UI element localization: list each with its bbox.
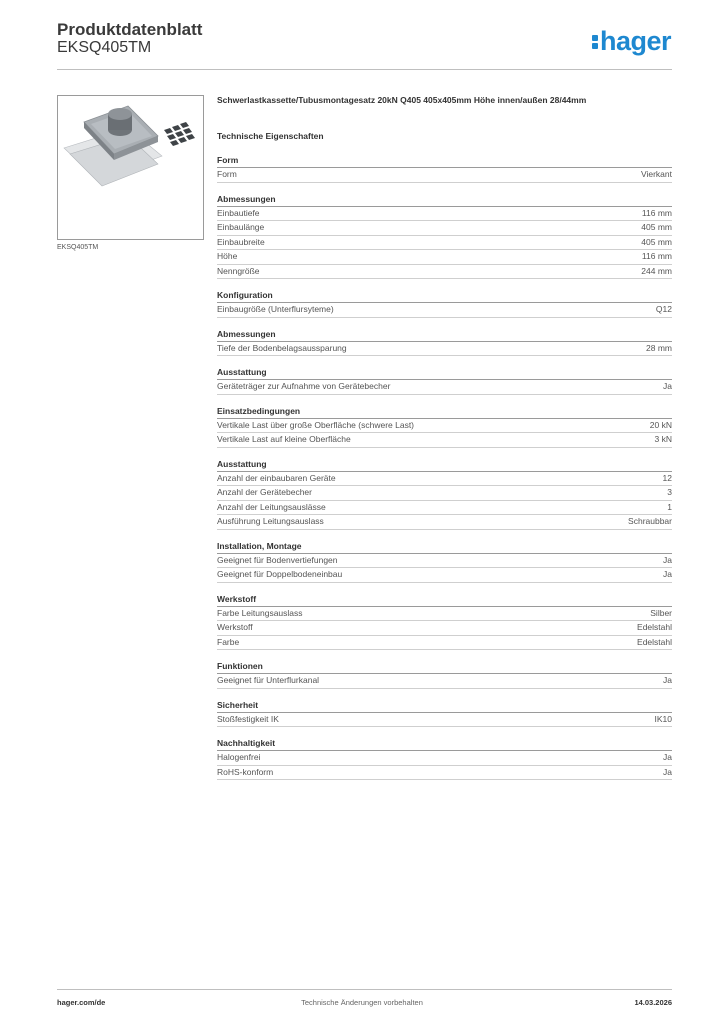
image-caption: EKSQ405TM — [57, 244, 99, 251]
page-title: Produktdatenblatt — [57, 20, 203, 39]
footer-divider — [57, 989, 672, 990]
property-label: Geräteträger zur Aufnahme von Gerätebecher — [217, 381, 391, 391]
property-section — [217, 193, 672, 280]
property-value: Vierkant — [640, 169, 672, 179]
property-value: 405 mm — [641, 222, 672, 232]
property-row — [217, 674, 672, 689]
property-label: RoHS-konform — [217, 766, 274, 777]
logo-text: hager — [600, 26, 672, 56]
property-row — [217, 236, 672, 251]
property-label: Farbe Leitungsauslass — [217, 607, 303, 618]
section-title: Werkstoff — [217, 593, 672, 607]
property-section — [217, 699, 672, 728]
property-label: Halogenfrei — [217, 752, 261, 762]
property-value: 12 — [662, 472, 672, 483]
property-value: Ja — [663, 381, 672, 391]
logo-dots-icon — [592, 35, 598, 49]
property-row — [217, 419, 672, 434]
property-value: 405 mm — [641, 236, 672, 247]
property-label: Einbaulänge — [217, 222, 265, 232]
section-title: Nachhaltigkeit — [217, 737, 672, 751]
property-row — [217, 766, 672, 781]
property-row — [217, 433, 672, 448]
property-row — [217, 486, 672, 501]
section-title: Sicherheit — [217, 699, 672, 713]
property-value: Q12 — [655, 304, 672, 314]
property-section — [217, 289, 672, 318]
property-label: Farbe — [217, 636, 240, 647]
property-row — [217, 501, 672, 516]
article-number: EKSQ405TM — [57, 39, 152, 56]
property-label: Vertikale Last über große Oberfläche (schwere Last) — [217, 419, 415, 430]
property-row — [217, 207, 672, 222]
property-value: Edelstahl — [637, 636, 672, 647]
section-title: Ausstattung — [217, 366, 672, 380]
property-label: Geeignet für Bodenvertiefungen — [217, 554, 338, 565]
property-label: Anzahl der Leitungsauslässe — [217, 501, 326, 512]
property-label: Stoßfestigkeit IK — [217, 713, 279, 724]
property-row — [217, 380, 672, 395]
property-row — [217, 636, 672, 651]
property-section — [217, 540, 672, 583]
property-row — [217, 265, 672, 280]
property-label: Höhe — [217, 251, 238, 261]
property-section — [217, 593, 672, 651]
property-row — [217, 168, 672, 183]
property-value: Silber — [650, 607, 672, 618]
property-value: Ja — [663, 766, 672, 777]
property-sections — [217, 154, 672, 780]
property-label: Vertikale Last auf kleine Oberfläche — [217, 434, 351, 444]
section-title: Abmessungen — [217, 193, 672, 207]
product-image-drawing — [58, 96, 203, 239]
footer-website[interactable]: hager.com/de — [57, 998, 106, 1007]
property-row — [217, 713, 672, 728]
property-row — [217, 751, 672, 766]
property-value: Edelstahl — [637, 622, 672, 632]
property-value: 116 mm — [641, 207, 672, 218]
property-label: Einbaugröße (Unterflursyteme) — [217, 304, 334, 314]
property-section — [217, 660, 672, 689]
property-label: Tiefe der Bodenbelagsaussparung — [217, 342, 347, 353]
property-section — [217, 154, 672, 183]
property-value: Ja — [663, 752, 672, 762]
section-title: Installation, Montage — [217, 540, 672, 554]
section-title: Einsatzbedingungen — [217, 405, 672, 419]
technical-properties-title: Technische Eigenschaften — [217, 131, 324, 141]
product-image — [57, 95, 204, 240]
property-label: Nenngröße — [217, 265, 260, 276]
property-row — [217, 554, 672, 569]
property-row — [217, 607, 672, 622]
header-divider — [57, 69, 672, 70]
property-value: 20 kN — [649, 419, 672, 430]
hager-logo — [592, 28, 671, 55]
property-section — [217, 458, 672, 530]
property-value: 3 kN — [654, 434, 672, 444]
section-title: Funktionen — [217, 660, 672, 674]
property-value: Ja — [663, 569, 672, 579]
section-title: Ausstattung — [217, 458, 672, 472]
property-section — [217, 405, 672, 448]
property-section — [217, 737, 672, 780]
property-value: Ja — [663, 554, 672, 565]
section-title: Abmessungen — [217, 328, 672, 342]
property-label: Einbautiefe — [217, 207, 260, 218]
property-value: 28 mm — [646, 342, 672, 353]
property-label: Geeignet für Doppelbodeneinbau — [217, 569, 343, 579]
property-value: Ja — [663, 675, 672, 685]
section-title: Konfiguration — [217, 289, 672, 303]
property-value: IK10 — [654, 713, 672, 724]
footer-date: 14.03.2026 — [634, 998, 672, 1007]
property-label: Werkstoff — [217, 622, 253, 632]
property-value: Schraubbar — [628, 516, 672, 526]
property-row — [217, 342, 672, 357]
property-row — [217, 250, 672, 265]
property-label: Anzahl der einbaubaren Geräte — [217, 472, 336, 483]
property-label: Einbaubreite — [217, 236, 265, 247]
property-row — [217, 472, 672, 487]
footer-notice: Technische Änderungen vorbehalten — [301, 998, 423, 1007]
property-label: Ausführung Leitungsauslass — [217, 516, 324, 526]
property-row — [217, 568, 672, 583]
property-row — [217, 221, 672, 236]
property-value: 1 — [667, 501, 672, 512]
property-value: 3 — [667, 487, 672, 497]
property-section — [217, 366, 672, 395]
property-section — [217, 328, 672, 357]
property-label: Geeignet für Unterflurkanal — [217, 675, 320, 685]
property-row — [217, 303, 672, 318]
property-value: 116 mm — [641, 251, 672, 261]
property-row — [217, 515, 672, 530]
property-label: Form — [217, 169, 237, 179]
product-description: Schwerlastkassette/Tubusmontagesatz 20kN Q405 405x405mm Höhe innen/außen 28/44mm — [217, 95, 587, 105]
property-value: 244 mm — [641, 265, 672, 276]
section-title: Form — [217, 154, 672, 168]
datasheet-content — [217, 95, 672, 790]
property-label: Anzahl der Gerätebecher — [217, 487, 312, 497]
property-row — [217, 621, 672, 636]
